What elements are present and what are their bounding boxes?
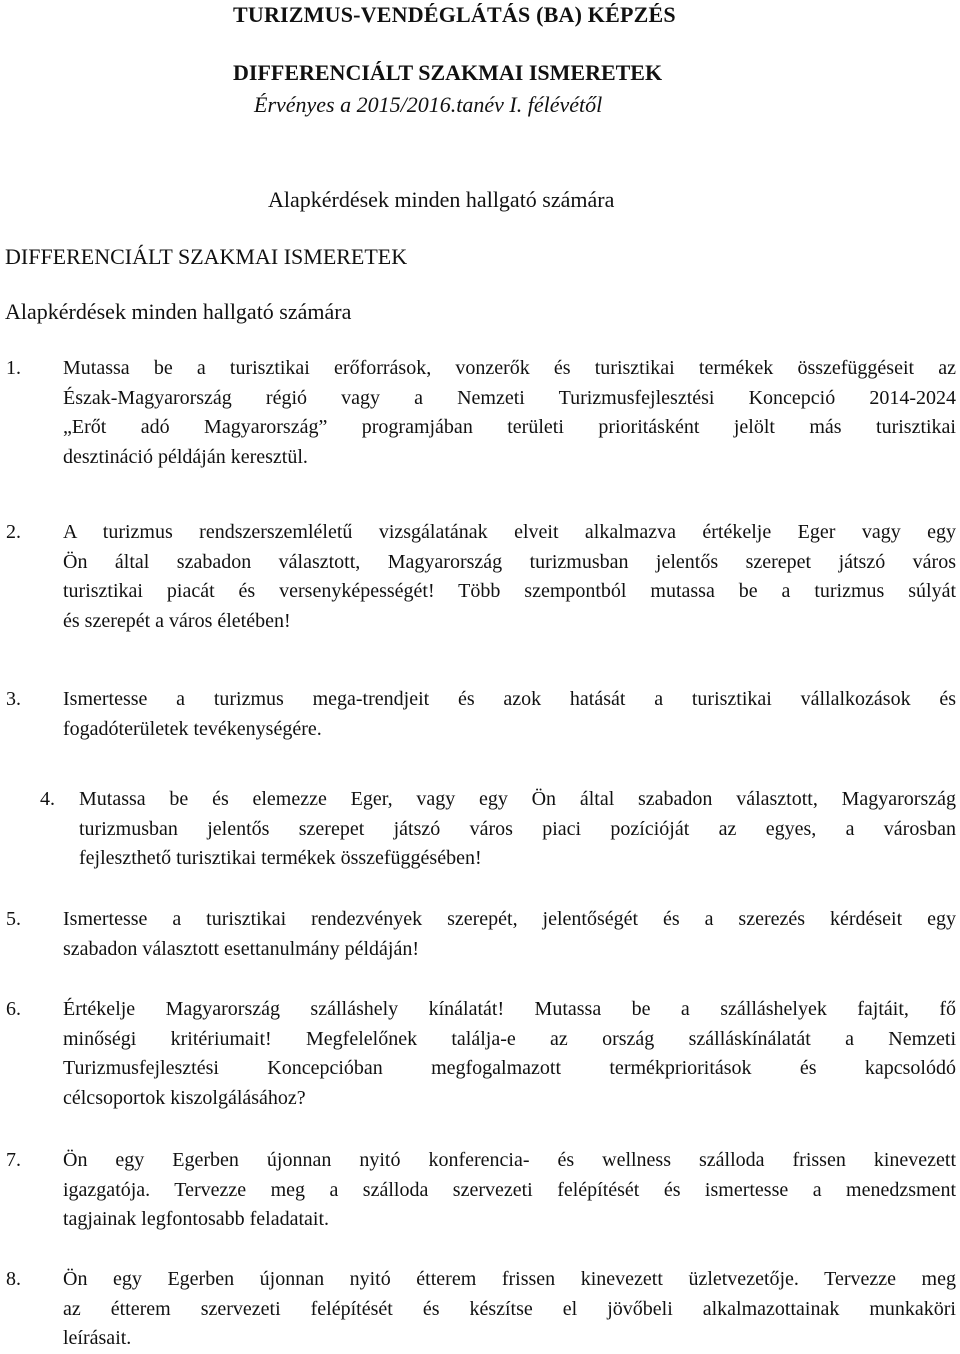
section-subheading-left: Alapkérdések minden hallgató számára: [5, 299, 352, 324]
question-number: 6.: [6, 998, 21, 1020]
question-line: fogadóterületek tevékenységére.: [63, 717, 322, 740]
question-line: „Erőt adó Magyarország” programjában területi prioritásként jelölt más turisztikai: [63, 416, 956, 438]
question-number: 5.: [6, 908, 21, 930]
question-line: Turizmusfejlesztési Koncepcióban megfogalmazott termékprioritások és kapcsolódó: [63, 1057, 956, 1079]
document-subtitle: DIFFERENCIÁLT SZAKMAI ISMERETEK: [233, 60, 663, 85]
question-line: turizmusban jelentős szerepet játszó város piaci pozícióját az egyes, a városban: [79, 817, 956, 840]
question-line: Ön egy Egerben újonnan nyitó konferencia- és wellness szálloda frissen kinevezett: [63, 1149, 956, 1171]
question-number: 7.: [6, 1149, 21, 1171]
document-title: TURIZMUS-VENDÉGLÁTÁS (BA) KÉPZÉS: [233, 2, 676, 27]
question-line: Mutassa be a turisztikai erőforrások, vonzerők és turisztikai termékek összefüggéseit az: [63, 357, 956, 379]
question-line: az étterem szervezeti felépítését és készítse el jövőbeli alkalmazottainak munkaköri: [63, 1297, 956, 1320]
section-heading-left: DIFFERENCIÁLT SZAKMAI ISMERETEK: [5, 244, 408, 269]
question-line: desztináció példáján keresztül.: [63, 445, 308, 468]
section-heading-center: Alapkérdések minden hallgató számára: [268, 187, 615, 212]
question-line: Ismertesse a turizmus mega-trendjeit és azok hatását a turisztikai vállalkozások és: [63, 688, 956, 710]
question-line: célcsoportok kiszolgálásához?: [63, 1086, 306, 1109]
question-number: 4.: [40, 788, 55, 810]
question-number: 8.: [6, 1268, 21, 1290]
question-line: leírásait.: [63, 1327, 132, 1349]
question-line: minőségi kritériumait! Megfelelőnek találja-e az ország szálláskínálatát a Nemzeti: [63, 1027, 956, 1050]
question-line: Ismertesse a turisztikai rendezvények szerepét, jelentőségét és a szerezés kérdéseit egy: [63, 908, 956, 930]
question-line: Ön által szabadon választott, Magyarország turizmusban jelentős szerepet játszó város: [63, 550, 956, 573]
validity-note: Érvényes a 2015/2016.tanév I. félévétől: [254, 92, 603, 117]
question-line: A turizmus rendszerszemléletű vizsgálatának elveit alkalmazva értékelje Eger vagy egy: [63, 521, 956, 543]
question-line: Értékelje Magyarország szálláshely kínálatát! Mutassa be a szálláshelyek fajtáit, fő: [63, 998, 956, 1020]
question-number: 3.: [6, 688, 21, 710]
question-line: Ön egy Egerben újonnan nyitó étterem frissen kinevezett üzletvezetője. Tervezze meg: [63, 1268, 956, 1290]
question-number: 1.: [6, 357, 21, 379]
question-line: Mutassa be és elemezze Eger, vagy egy Ön által szabadon választott, Magyarország: [79, 788, 956, 810]
question-line: fejleszthető turisztikai termékek összefüggésében!: [79, 847, 482, 869]
question-line: Észak-Magyarország régió vagy a Nemzeti Turizmusfejlesztési Koncepció 2014-2024: [63, 386, 956, 409]
question-line: és szerepét a város életében!: [63, 609, 291, 632]
question-number: 2.: [6, 521, 21, 543]
question-line: igazgatója. Tervezze meg a szálloda szervezeti felépítését és ismertesse a menedzsment: [63, 1178, 956, 1201]
question-line: szabadon választott esettanulmány példáján!: [63, 937, 419, 960]
question-line: turisztikai piacát és versenyképességét! Több szempontból mutassa be a turizmus súlyát: [63, 580, 956, 602]
question-line: tagjainak legfontosabb feladatait.: [63, 1208, 330, 1230]
